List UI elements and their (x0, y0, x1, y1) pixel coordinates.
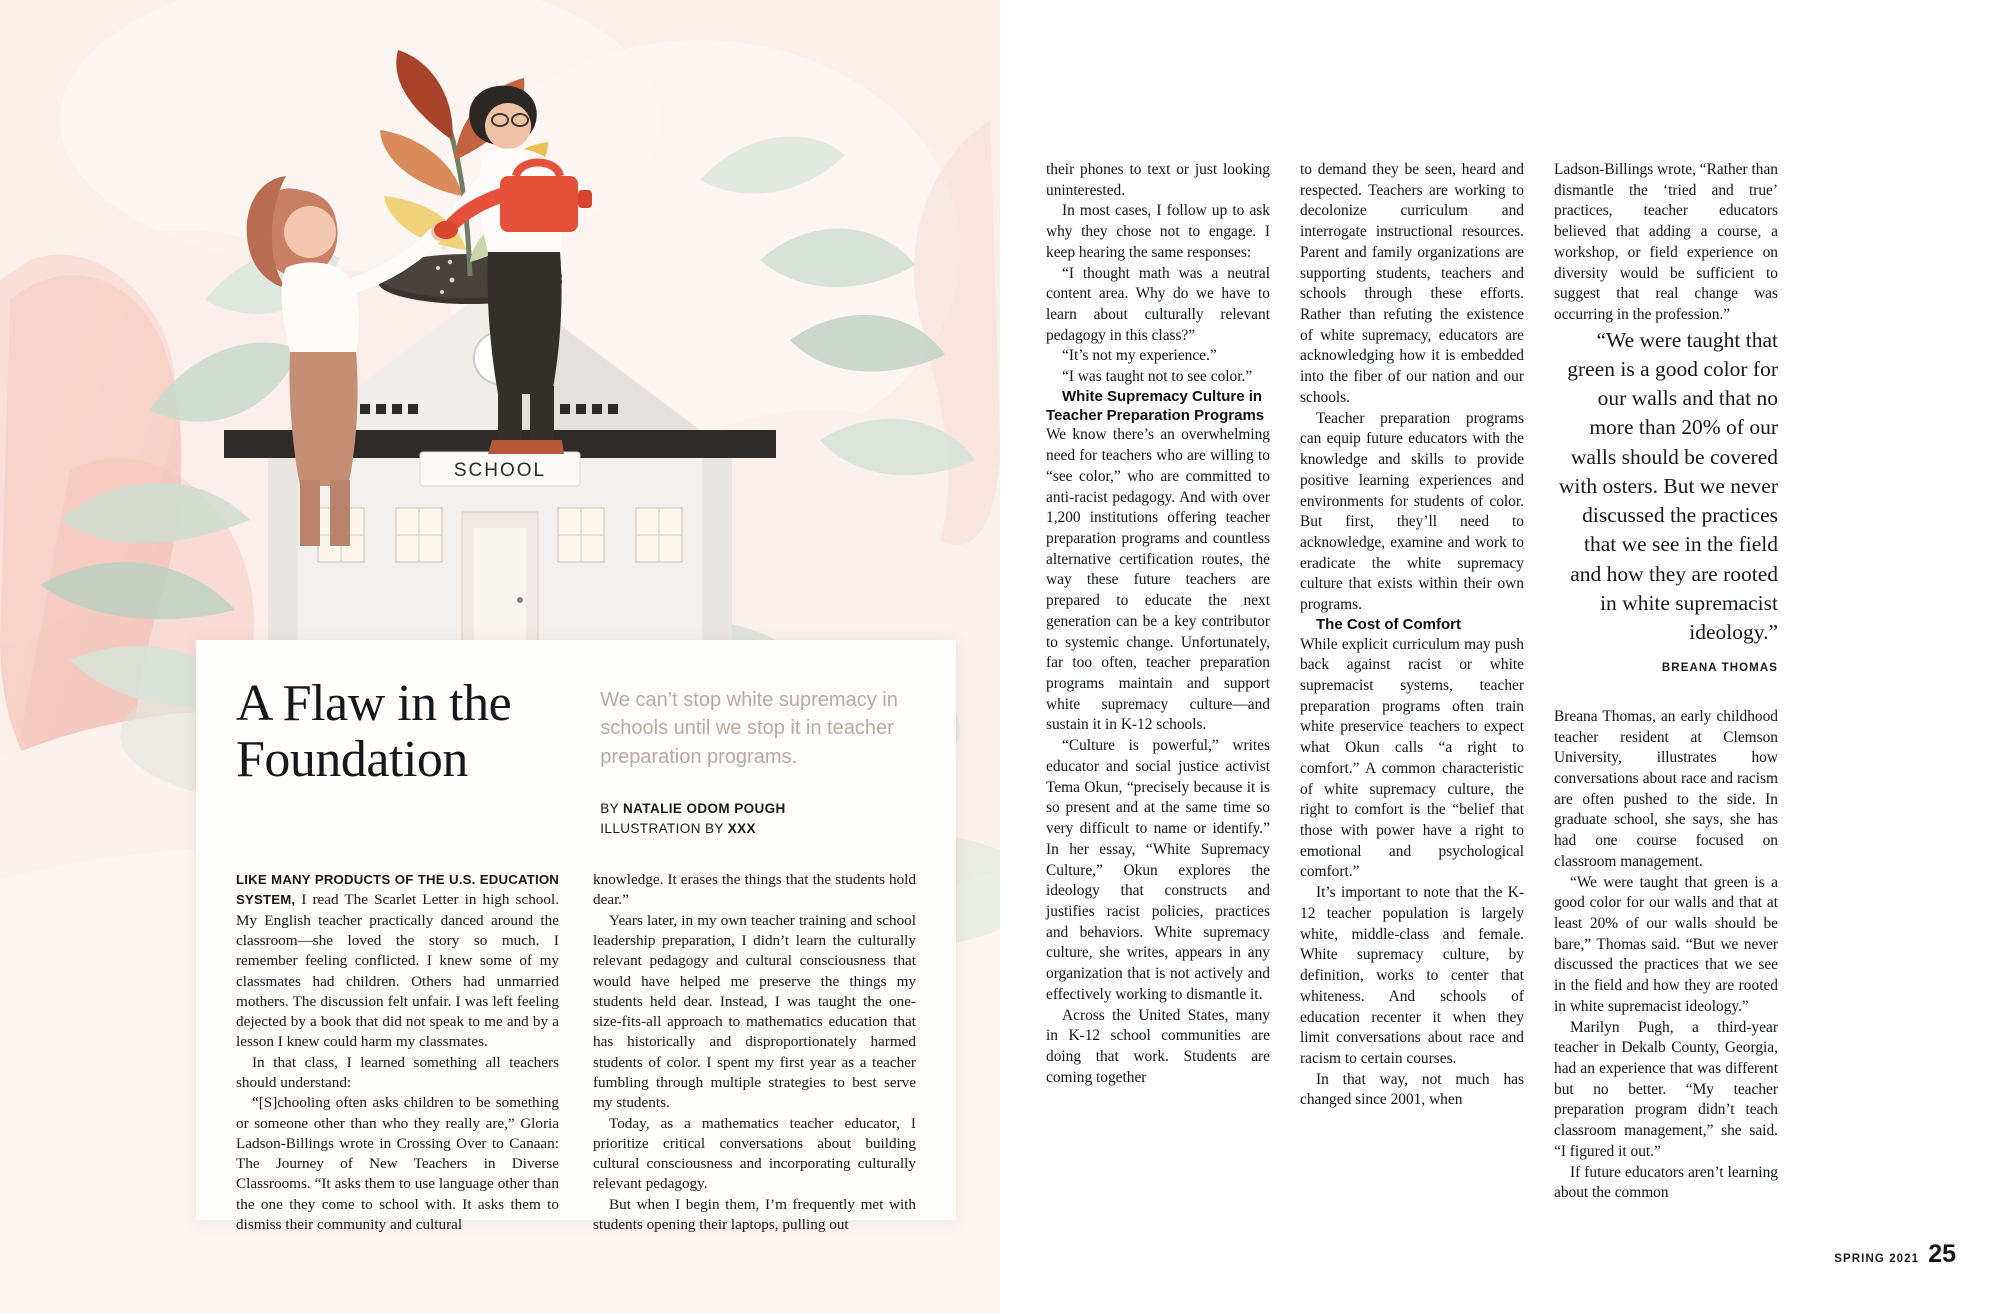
illustration-credit (600, 821, 916, 836)
right-column-2 (1300, 160, 1524, 1204)
left-column-1 (236, 870, 559, 1235)
paragraph: In most cases, I follow up to ask why they chose not to engage. I keep hearing the same responses: (1046, 202, 1270, 261)
paragraph: Across the United States, many in K-12 school communities are doing that work. Students are coming together (1046, 1006, 1270, 1086)
paragraph: Teacher preparation programs can equip future educators with the knowledge and skills to provide positive learning experiences and environments for students of color. But first, they’ll need to acknowledge, examine and work to eradicate the white supremacy culture that exists within their own programs. (1300, 409, 1524, 614)
paragraph: Breana Thomas, an early childhood teacher resident at Clemson University, illustrates how conversations about race and racism are often pushed to the side. In graduate school, she says, she has had one course focused on classroom management. (1554, 707, 1778, 870)
paragraph: their phones to text or just looking uninterested. (1046, 161, 1270, 199)
paragraph: knowledge. It erases the things that the students hold dear.” (593, 871, 916, 909)
byline (600, 801, 916, 816)
right-column-3 (1554, 160, 1778, 1204)
paragraph: “It’s not my experience.” (1062, 347, 1217, 365)
article-deck: We can’t stop white supremacy in schools until we stop it in teacher preparation programs. (600, 689, 898, 768)
paragraph: “I thought math was a neutral content area. Why do we have to learn about culturally relevant pedagogy in this class?” (1046, 264, 1270, 344)
right-page (1000, 0, 2000, 1313)
paragraph: But when I begin them, I’m frequently met with students opening their laptops, pulling out (593, 1195, 916, 1233)
paragraph: “We were taught that green is a good color for our walls and that at least 20% of our walls should be bare,” Thomas said. “But we never discussed the practices that we see in the field and how they are rooted in white supremacist ideology.” (1554, 873, 1778, 1015)
pull-quote (1554, 326, 1778, 677)
paragraph: In that class, I learned something all teachers should understand: (236, 1053, 559, 1091)
paragraph (236, 870, 559, 1053)
section-subhead: White Supremacy Culture in Teacher Preparation Programs (1046, 387, 1265, 424)
byline-author: NATALIE ODOM POUGH (623, 801, 786, 817)
lead-in-text: LIKE MANY PRODUCTS OF THE U.S. EDUCATION SYSTEM, (236, 872, 559, 908)
page-title: A Flaw in the Foundation (236, 675, 512, 789)
paragraph: Today, as a mathematics teacher educator, I prioritize critical conversations about building cultural consciousness and incorporating culturally relevant pedagogy. (593, 1114, 916, 1193)
pull-quote-text: “We were taught that green is a good color for our walls and that no more than 20% of our walls should be covered with osters. But we never discussed the practices that we see in the field and how they are rooted in white supremacist ideology.” (1558, 327, 1778, 645)
paragraph: In that way, not much has changed since 2001, when (1300, 1070, 1524, 1109)
paragraph: “I was taught not to see color.” (1062, 368, 1253, 386)
illustration-author: XXX (727, 821, 756, 837)
folio-issue: SPRING 2021 (1834, 1253, 1920, 1265)
page-number: 25 (1928, 1240, 1956, 1268)
paragraph-rest: I read The Scarlet Letter in high school. My English teacher practically danced around the classroom—she loved the story so much. I remember feeling conflicted. I knew some of my classmates had children. Others had unmarried mothers. The discussion felt unfair. I was left feeling dejected by a book that did not speak to me and by a lesson I knew could harm my classmates. (236, 891, 559, 1051)
right-body-columns (1046, 160, 1958, 1204)
paragraph: to demand they be seen, heard and respected. Teachers are working to decolonize curriculum and interrogate instructional resources. Parent and family organizations are supporting students, teachers and schools through these efforts. Rather than refuting the existence of white supremacy, educators are acknowledging how it is embedded into the fiber of our nation and our schools. (1300, 161, 1524, 406)
paragraph: Ladson-Billings wrote, “Rather than dismantle the ‘tried and true’ practices, teacher educators believed that adding a course, a workshop, or field experience on diversity would be sufficient to suggest that real change was occurring in the profession.” (1554, 161, 1778, 324)
paragraph: “Culture is powerful,” writes educator and social justice activist Tema Okun, “precisely because it is so present and at the same time so very difficult to name or identify.” In her essay, “White Supremacy Culture,” Okun explores the ideology that constructs and justifies racist policies, practices and behaviors. White supremacy culture, she writes, appears in any organization that is not actively and effectively working to dismantle it. (1046, 737, 1270, 1003)
folio (1834, 1242, 1956, 1267)
illustration-prefix: ILLUSTRATION BY (600, 821, 728, 837)
title-card (196, 640, 956, 1233)
byline-prefix: BY (600, 801, 623, 817)
school-sign-text: SCHOOL (453, 460, 547, 481)
paragraph: Marilyn Pugh, a third-year teacher in Dekalb County, Georgia, had an experience that was different but no better. “My teacher preparation program didn’t teach classroom management,” she said. “I figured it out.” (1554, 1018, 1778, 1160)
paragraph: We know there’s an overwhelming need for teachers who are willing to “see color,” who are committed to anti-racist pedagogy. And with over 1,200 institutions offering teacher preparation programs and countless alternative certification routes, the way these future teachers are prepared to educate the next generation can be a key contributor to systemic change. Unfortunately, far too often, teacher preparation programs maintain and support white supremacy culture—and sustain it in K-12 schools. (1046, 426, 1270, 734)
paragraph: If future educators aren’t learning about the common (1554, 1163, 1778, 1202)
left-body-columns (236, 870, 916, 1235)
paragraph: While explicit curriculum may push back against racist or white supremacist systems, teacher preparation programs often train white preservice teachers to expect what Okun calls “a right to comfort.” A common characteristic of white supremacy culture, the right to comfort is the “belief that those with power have a right to emotional and psychological comfort.” (1300, 635, 1524, 881)
deck-block (600, 676, 916, 836)
section-subhead: The Cost of Comfort (1316, 615, 1461, 633)
paragraph: “[S]chooling often asks children to be something or someone other than who they really are,” Gloria Ladson-Billings wrote in Crossing Over to Canaan: The Journey of New Teachers in Diverse Classrooms. “It asks them to use language other than the one they come to school with. It asks them to dismiss their community and cultural (236, 1094, 559, 1233)
pull-quote-attribution: BREANA THOMAS (1661, 662, 1778, 675)
paragraph: It’s important to note that the K-12 teacher population is largely white, middle-class and female. White supremacy culture, by definition, works to center that whiteness. And schools of education recenter it when they limit conversations about race and racism to certain courses. (1300, 884, 1524, 1067)
paragraph: Years later, in my own teacher training and school leadership preparation, I didn’t learn the culturally relevant pedagogy and cultural consciousness that would have helped me preserve the things my students held dear. Instead, I was taught the one-size-fits-all approach to mathematics education that has historically and disproportionately harmed students of color. I spent my first year as a teacher fumbling through multiple strategies to best serve my students. (593, 911, 916, 1112)
left-column-2 (593, 870, 916, 1235)
right-column-1 (1046, 160, 1270, 1204)
